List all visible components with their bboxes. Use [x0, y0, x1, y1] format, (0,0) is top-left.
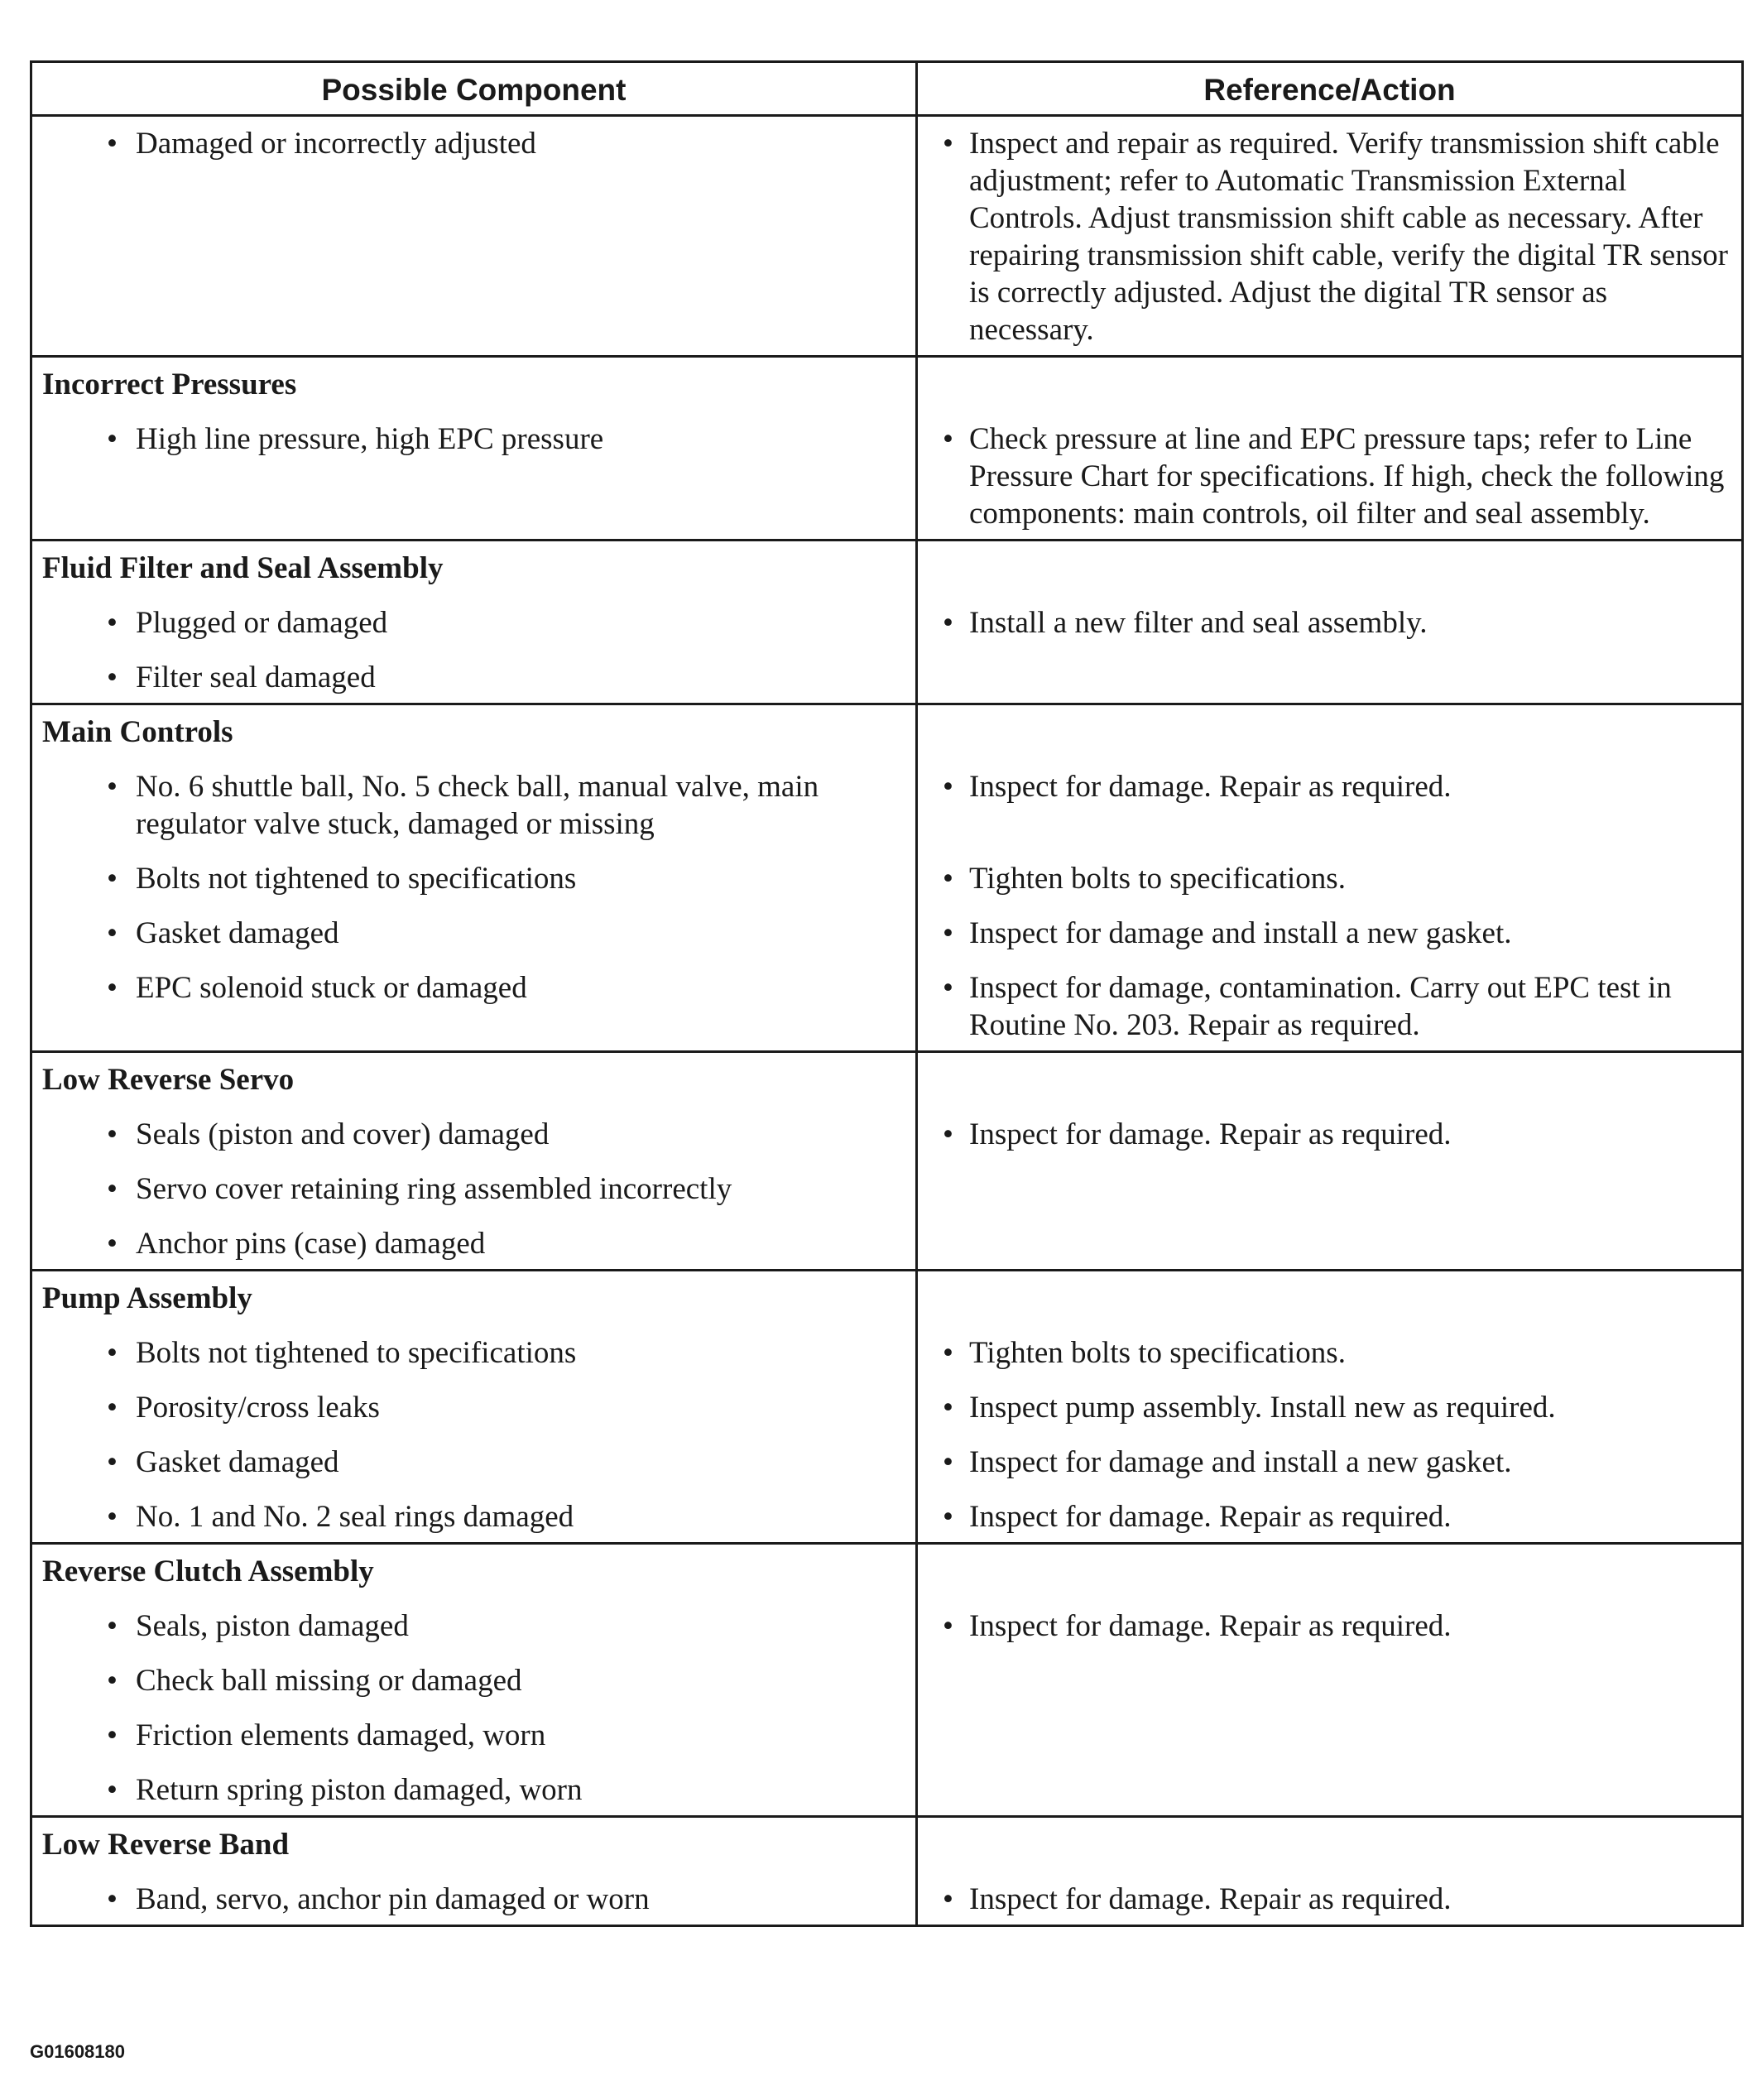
action-item-text: Inspect for damage. Repair as required.: [969, 1500, 1452, 1534]
bullet: •: [107, 1117, 118, 1151]
component-cell: [31, 1052, 917, 1271]
component-item-text: Gasket damaged: [136, 1445, 339, 1479]
bullet: •: [107, 1336, 118, 1370]
component-item-text: Seals (piston and cover) damaged: [136, 1117, 550, 1151]
table-row: [31, 541, 1743, 704]
action-item: [928, 768, 1731, 805]
action-item-text: Inspect for damage and install a new gasket.: [969, 916, 1512, 950]
component-item: [42, 1771, 905, 1809]
table-row: [31, 357, 1743, 541]
action-item-text: Check pressure at line and EPC pressure taps; refer to Line Pressure Chart for specifications. If high, check the following components: main controls, oil filter and seal assembly.: [969, 422, 1725, 531]
component-item-text: EPC solenoid stuck or damaged: [136, 971, 527, 1005]
action-item-text: Inspect for damage. Repair as required.: [969, 770, 1452, 804]
action-item: [928, 1116, 1731, 1153]
component-item: [42, 1116, 905, 1153]
bullet: •: [943, 1336, 953, 1370]
action-item: [928, 1389, 1731, 1426]
header-reference-action: Reference/Action: [917, 62, 1743, 116]
component-item: [42, 1662, 905, 1699]
bullet: •: [943, 1117, 953, 1151]
component-item-text: Filter seal damaged: [136, 661, 376, 694]
bullet: •: [943, 770, 953, 804]
figure-code: G01608180: [30, 2041, 125, 2062]
section-title: Low Reverse Band: [42, 1828, 290, 1862]
action-item: [928, 1334, 1731, 1372]
bullet: •: [107, 422, 118, 456]
action-cell: [917, 1544, 1743, 1817]
action-item: [928, 420, 1731, 532]
component-item-text: Seals, piston damaged: [136, 1609, 409, 1643]
action-cell: [917, 704, 1743, 1052]
bullet: •: [107, 1773, 118, 1807]
component-item-text: Damaged or incorrectly adjusted: [136, 127, 536, 161]
bullet: •: [943, 1609, 953, 1643]
component-item: [42, 1225, 905, 1262]
component-item: [42, 768, 905, 843]
component-item: [42, 604, 905, 642]
action-item-text: Tighten bolts to specifications.: [969, 1336, 1346, 1370]
bullet: •: [107, 1609, 118, 1643]
component-item: [42, 860, 905, 897]
action-item-text: Tighten bolts to specifications.: [969, 862, 1346, 896]
component-item: [42, 659, 905, 696]
bullet: •: [943, 606, 953, 640]
bullet: •: [943, 1445, 953, 1479]
bullet: •: [107, 1172, 118, 1206]
table-row: [31, 116, 1743, 357]
header-row: [31, 62, 1743, 116]
section-title: Pump Assembly: [42, 1281, 252, 1315]
component-item-text: Bolts not tightened to specifications: [136, 1336, 577, 1370]
action-item: [928, 604, 1731, 642]
component-item-text: Gasket damaged: [136, 916, 339, 950]
action-cell: [917, 116, 1743, 357]
action-item: [928, 860, 1731, 897]
bullet: •: [107, 1391, 118, 1425]
component-item: [42, 1607, 905, 1645]
action-item: [928, 915, 1731, 952]
component-cell: [31, 357, 917, 541]
component-item-text: Porosity/cross leaks: [136, 1391, 380, 1425]
table-row: [31, 1271, 1743, 1544]
component-item: [42, 1389, 905, 1426]
table-row: [31, 1817, 1743, 1926]
component-item: [42, 125, 905, 162]
section-title: Incorrect Pressures: [42, 368, 297, 401]
component-item-text: Plugged or damaged: [136, 606, 388, 640]
bullet: •: [107, 971, 118, 1005]
bullet: •: [943, 422, 953, 456]
action-item-text: Inspect and repair as required. Verify transmission shift cable adjustment; refer to Automatic Transmission External Controls. Adjust transmission shift cable as necessary. After repairing transmission shift cable, verify the digital TR sensor is correctly adjusted. Adjust the digital TR sensor as necessary.: [969, 127, 1728, 347]
action-item: [928, 1881, 1731, 1918]
component-cell: [31, 1817, 917, 1926]
action-cell: [917, 1052, 1743, 1271]
diagnostic-table: [30, 60, 1744, 1927]
action-item: [928, 969, 1731, 1044]
component-item: [42, 1444, 905, 1481]
bullet: •: [107, 1445, 118, 1479]
bullet: •: [107, 127, 118, 161]
action-cell: [917, 1271, 1743, 1544]
table-row: [31, 704, 1743, 1052]
component-item: [42, 915, 905, 952]
action-item: [928, 1498, 1731, 1535]
bullet: •: [107, 1718, 118, 1752]
action-item-text: Install a new filter and seal assembly.: [969, 606, 1428, 640]
component-item: [42, 1170, 905, 1208]
action-item-text: Inspect for damage. Repair as required.: [969, 1609, 1452, 1643]
component-cell: [31, 1271, 917, 1544]
component-item-text: Band, servo, anchor pin damaged or worn: [136, 1882, 650, 1916]
bullet: •: [107, 1882, 118, 1916]
bullet: •: [943, 971, 953, 1005]
component-item-text: Bolts not tightened to specifications: [136, 862, 577, 896]
bullet: •: [107, 661, 118, 694]
bullet: •: [943, 127, 953, 161]
component-item-text: Servo cover retaining ring assembled incorrectly: [136, 1172, 732, 1206]
component-item: [42, 1881, 905, 1918]
bullet: •: [107, 916, 118, 950]
section-title: Fluid Filter and Seal Assembly: [42, 551, 444, 585]
component-item-text: No. 1 and No. 2 seal rings damaged: [136, 1500, 574, 1534]
component-item: [42, 969, 905, 1007]
component-cell: [31, 704, 917, 1052]
bullet: •: [943, 1391, 953, 1425]
section-title: Low Reverse Servo: [42, 1063, 295, 1097]
document: [30, 60, 1741, 1927]
action-item: [928, 1607, 1731, 1645]
component-item: [42, 1717, 905, 1754]
component-item-text: Anchor pins (case) damaged: [136, 1227, 486, 1261]
action-item-text: Inspect for damage. Repair as required.: [969, 1117, 1452, 1151]
bullet: •: [107, 770, 118, 804]
table-row: [31, 1052, 1743, 1271]
action-cell: [917, 357, 1743, 541]
bullet: •: [943, 1500, 953, 1534]
table-row: [31, 1544, 1743, 1817]
component-cell: [31, 116, 917, 357]
component-item: [42, 1498, 905, 1535]
bullet: •: [107, 1664, 118, 1698]
section-title: Reverse Clutch Assembly: [42, 1555, 374, 1588]
action-cell: [917, 541, 1743, 704]
action-item: [928, 125, 1731, 348]
bullet: •: [943, 1882, 953, 1916]
component-item-text: Friction elements damaged, worn: [136, 1718, 546, 1752]
action-item-text: Inspect for damage. Repair as required.: [969, 1882, 1452, 1916]
action-item-text: Inspect for damage, contamination. Carry out EPC test in Routine No. 203. Repair as required.: [969, 971, 1672, 1042]
component-cell: [31, 541, 917, 704]
component-item: [42, 1334, 905, 1372]
component-item-text: High line pressure, high EPC pressure: [136, 422, 604, 456]
bullet: •: [107, 1500, 118, 1534]
bullet: •: [107, 862, 118, 896]
component-item-text: Check ball missing or damaged: [136, 1664, 522, 1698]
component-item-text: Return spring piston damaged, worn: [136, 1773, 583, 1807]
action-item-text: Inspect for damage and install a new gasket.: [969, 1445, 1512, 1479]
component-item: [42, 420, 905, 458]
bullet: •: [107, 606, 118, 640]
section-title: Main Controls: [42, 715, 233, 749]
header-possible-component: Possible Component: [31, 62, 917, 116]
component-item-text: No. 6 shuttle ball, No. 5 check ball, manual valve, main regulator valve stuck, damaged or missing: [136, 770, 819, 841]
bullet: •: [107, 1227, 118, 1261]
action-item-text: Inspect pump assembly. Install new as required.: [969, 1391, 1556, 1425]
action-item: [928, 1444, 1731, 1481]
action-cell: [917, 1817, 1743, 1926]
component-cell: [31, 1544, 917, 1817]
bullet: •: [943, 916, 953, 950]
bullet: •: [943, 862, 953, 896]
